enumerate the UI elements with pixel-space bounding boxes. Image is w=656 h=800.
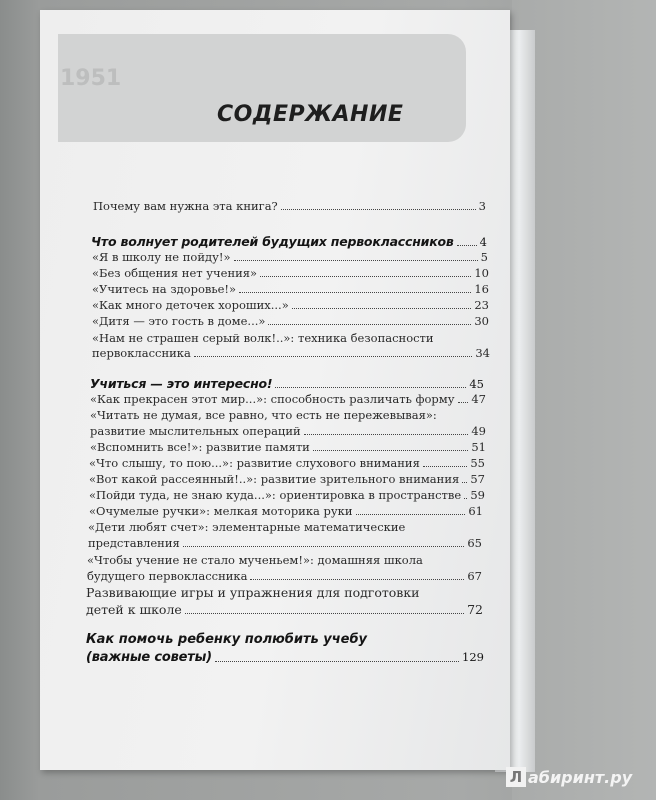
- toc-section-title: Учиться — это интересно!: [90, 376, 273, 391]
- dot-leader: [292, 308, 472, 309]
- toc-entry-title: Почему вам нужна эта книга?: [93, 199, 278, 213]
- toc-entry-page: 3: [478, 199, 486, 213]
- toc-entry: [86, 602, 483, 617]
- toc-section: [90, 376, 484, 391]
- toc-entry-title-cont: развитие мыслительных операций: [90, 424, 301, 438]
- dot-leader: [239, 292, 471, 293]
- toc-section-title: Что волнует родителей будущих первоклассников: [91, 234, 454, 249]
- dot-leader: [356, 514, 466, 515]
- toc-entry-page: 55: [470, 456, 485, 470]
- dot-leader: [194, 356, 473, 357]
- toc-entry-page: 61: [468, 504, 483, 518]
- dot-leader: [215, 661, 459, 662]
- toc-entry: [92, 282, 489, 296]
- toc-entry: [92, 298, 489, 312]
- toc-entry-title: «Чтобы учение не стало мученьем!»: домашняя школа: [87, 553, 423, 567]
- toc-entry-page: 23: [474, 298, 489, 312]
- toc-entry-page: 51: [471, 440, 486, 454]
- dot-leader: [260, 276, 471, 277]
- toc-entry-page: 67: [467, 569, 482, 583]
- toc-entry-page: 65: [467, 536, 482, 550]
- toc-entry: [89, 456, 485, 470]
- dot-leader: [462, 482, 467, 483]
- toc-entry-page: 47: [471, 392, 486, 406]
- toc-entry-page: 57: [470, 472, 485, 486]
- toc-entry: [92, 346, 490, 360]
- toc-entry-title: «Как много деточек хороших...»: [92, 298, 289, 312]
- labirint-logo: Л: [506, 767, 526, 787]
- dot-leader: [268, 324, 471, 325]
- toc-entry-page: 16: [474, 282, 489, 296]
- toc-entry: [90, 440, 486, 454]
- toc-entry-title: «Я в школу не пойду!»: [92, 250, 231, 264]
- toc-entry-title: «Без общения нет учения»: [92, 266, 258, 280]
- toc-entry: [92, 314, 489, 328]
- dot-leader: [183, 546, 465, 547]
- toc-entry-title: «Дети любят счет»: элементарные математические: [88, 520, 406, 534]
- toc-entry-title: «Вот какой рассеянный!..»: развитие зрительного внимания: [89, 472, 460, 486]
- toc-entry-title-cont: первоклассника: [92, 346, 191, 360]
- toc-section-title-cont: (важные советы): [86, 650, 212, 665]
- toc-entry: [90, 424, 486, 438]
- toc-entry-title-cont: представления: [88, 536, 180, 550]
- page-title: СОДЕРЖАНИЕ: [217, 102, 404, 127]
- toc-entry: [89, 504, 483, 518]
- toc-entry-title: «Дитя — это гость в доме...»: [92, 314, 266, 328]
- toc-entry: [88, 536, 482, 550]
- watermark-text: абиринт.ру: [528, 768, 633, 787]
- toc-entry-title: «Читать не думая, все равно, что есть не пережевывая»:: [90, 408, 437, 422]
- ghost-page-number: 1951: [60, 66, 122, 91]
- toc-entry-title: «Вспомнить все!»: развитие памяти: [90, 440, 310, 454]
- toc-entry: [89, 472, 485, 486]
- toc-entry-page: 59: [470, 488, 485, 502]
- toc-entry-page: 72: [467, 602, 483, 617]
- toc-entry-page: 4: [479, 235, 487, 249]
- toc-entry: [90, 392, 486, 406]
- toc-entry-page: 5: [480, 250, 488, 264]
- dot-leader: [458, 402, 469, 403]
- toc-entry: [89, 488, 485, 502]
- toc-entry-title-cont: будущего первоклассника: [87, 569, 248, 583]
- toc-entry-page: 34: [475, 346, 490, 360]
- toc-entry-page: 45: [469, 377, 484, 391]
- dot-leader: [250, 579, 464, 580]
- dot-leader: [281, 209, 476, 210]
- toc-entry-title: «Учитесь на здоровье!»: [92, 282, 237, 296]
- toc-entry: [92, 250, 488, 264]
- dot-leader: [457, 245, 477, 246]
- dot-leader: [234, 260, 478, 261]
- toc-entry-title: «Очумелые ручки»: мелкая моторика руки: [89, 504, 353, 518]
- toc-entry-page: 30: [474, 314, 489, 328]
- toc-entry-title-cont: детей к школе: [86, 602, 182, 617]
- toc-section: [91, 234, 487, 249]
- toc-entry: [87, 569, 482, 583]
- toc-entry-title: «Нам не страшен серый волк!..»: техника безопасности: [92, 331, 434, 345]
- toc-entry-page: 129: [462, 650, 484, 664]
- dot-leader: [464, 498, 467, 499]
- toc-entry-title: Развивающие игры и упражнения для подготовки: [86, 585, 420, 600]
- toc-entry: [93, 199, 486, 213]
- dot-leader: [423, 466, 468, 467]
- toc-entry-page: 49: [471, 424, 486, 438]
- toc-entry: [92, 266, 489, 280]
- toc-section-title: Как помочь ребенку полюбить учебу: [86, 632, 368, 647]
- dot-leader: [275, 387, 466, 388]
- toc-entry-title: «Пойди туда, не знаю куда...»: ориентировка в пространстве: [89, 488, 462, 502]
- toc-entry-title: «Что слышу, то пою...»: развитие слухового внимания: [89, 456, 420, 470]
- dot-leader: [304, 434, 469, 435]
- toc-entry-page: 10: [474, 266, 489, 280]
- dot-leader: [313, 450, 469, 451]
- toc-entry-title: «Как прекрасен этот мир...»: способность различать форму: [90, 392, 455, 406]
- dot-leader: [185, 613, 464, 614]
- toc-section: [86, 650, 484, 665]
